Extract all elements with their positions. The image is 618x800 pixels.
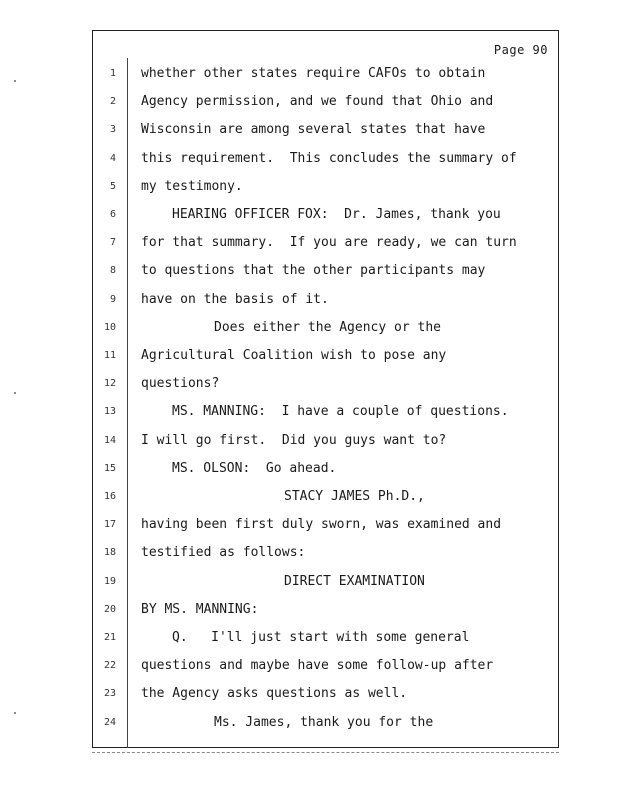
transcript-line	[0, 346, 618, 366]
line-number: 5	[109, 180, 116, 192]
transcript-line	[0, 628, 618, 648]
line-number: 23	[103, 688, 116, 700]
line-number: 7	[109, 237, 116, 249]
transcript-line	[0, 233, 618, 253]
line-text: questions and maybe have some follow-up after	[141, 658, 494, 674]
line-text: Ms. James, thank you for the	[214, 714, 434, 730]
line-text: BY MS. MANNING:	[141, 601, 259, 617]
line-text: for that summary. If you are ready, we can turn	[141, 235, 517, 251]
transcript-line	[0, 374, 618, 394]
line-number: 15	[103, 462, 116, 474]
line-number: 3	[109, 124, 116, 136]
line-number: 20	[103, 603, 116, 615]
transcript-line	[0, 572, 618, 592]
line-text: STACY JAMES Ph.D.,	[284, 489, 425, 504]
line-number: 10	[103, 321, 116, 333]
transcript-line	[0, 318, 618, 338]
line-text: questions?	[141, 376, 220, 392]
line-text: Agency permission, and we found that Ohio and	[141, 94, 494, 110]
line-number: 16	[103, 491, 116, 502]
line-number: 1	[109, 68, 116, 79]
line-number: 6	[109, 209, 116, 220]
line-number: 9	[109, 293, 116, 305]
line-number: 12	[103, 378, 116, 390]
line-text: to questions that the other participants may	[141, 263, 486, 279]
transcript-line	[0, 431, 618, 451]
line-text: testified as follows:	[141, 545, 306, 561]
transcript-line	[0, 177, 618, 197]
line-number: 17	[103, 519, 116, 531]
transcript-line	[0, 92, 618, 112]
line-number: 13	[103, 406, 116, 418]
transcript-line	[0, 515, 618, 535]
line-text: Wisconsin are among several states that have	[141, 122, 486, 138]
line-text: this requirement. This concludes the summary of	[141, 150, 517, 166]
line-text: Q. I'll just start with some general	[172, 630, 470, 645]
scan-speck	[14, 80, 16, 82]
transcript-line	[0, 684, 618, 704]
transcript-line	[0, 543, 618, 563]
transcript-line	[0, 459, 618, 479]
bottom-edge-rule	[92, 752, 559, 753]
line-text: MS. OLSON: Go ahead.	[172, 460, 337, 476]
transcript-line	[0, 600, 618, 620]
line-number: 11	[103, 350, 116, 361]
line-number: 18	[103, 547, 116, 559]
line-number: 8	[109, 265, 116, 277]
transcript-line	[0, 261, 618, 281]
transcript-line	[0, 713, 618, 733]
line-text: DIRECT EXAMINATION	[284, 573, 425, 589]
page-number: Page 90	[493, 43, 548, 57]
line-number: 21	[103, 632, 116, 643]
transcript-line	[0, 290, 618, 310]
line-number: 22	[103, 660, 116, 672]
line-number: 4	[109, 152, 116, 164]
line-number: 2	[109, 96, 116, 108]
line-text: the Agency asks questions as well.	[141, 686, 408, 702]
line-number: 14	[103, 434, 116, 446]
transcript-line	[0, 64, 618, 84]
scan-speck	[14, 712, 16, 714]
transcript-line	[0, 120, 618, 140]
line-number: 19	[103, 575, 116, 587]
transcript-line	[0, 487, 618, 507]
transcript-line	[0, 656, 618, 676]
transcript-line	[0, 149, 618, 169]
line-text: having been first duly sworn, was examined and	[141, 517, 502, 533]
scan-speck	[14, 392, 16, 394]
line-text: HEARING OFFICER FOX: Dr. James, thank you	[172, 207, 501, 222]
line-number: 24	[103, 716, 116, 728]
line-text: my testimony.	[141, 178, 243, 194]
line-text: MS. MANNING: I have a couple of questions.	[172, 404, 509, 420]
line-text: I will go first. Did you guys want to?	[141, 432, 447, 448]
line-text: Agricultural Coalition wish to pose any	[141, 348, 447, 363]
line-text: whether other states require CAFOs to obtain	[141, 66, 486, 81]
transcript-line	[0, 205, 618, 225]
transcript-line	[0, 402, 618, 422]
line-text: Does either the Agency or the	[214, 319, 441, 335]
line-text: have on the basis of it.	[141, 291, 329, 307]
